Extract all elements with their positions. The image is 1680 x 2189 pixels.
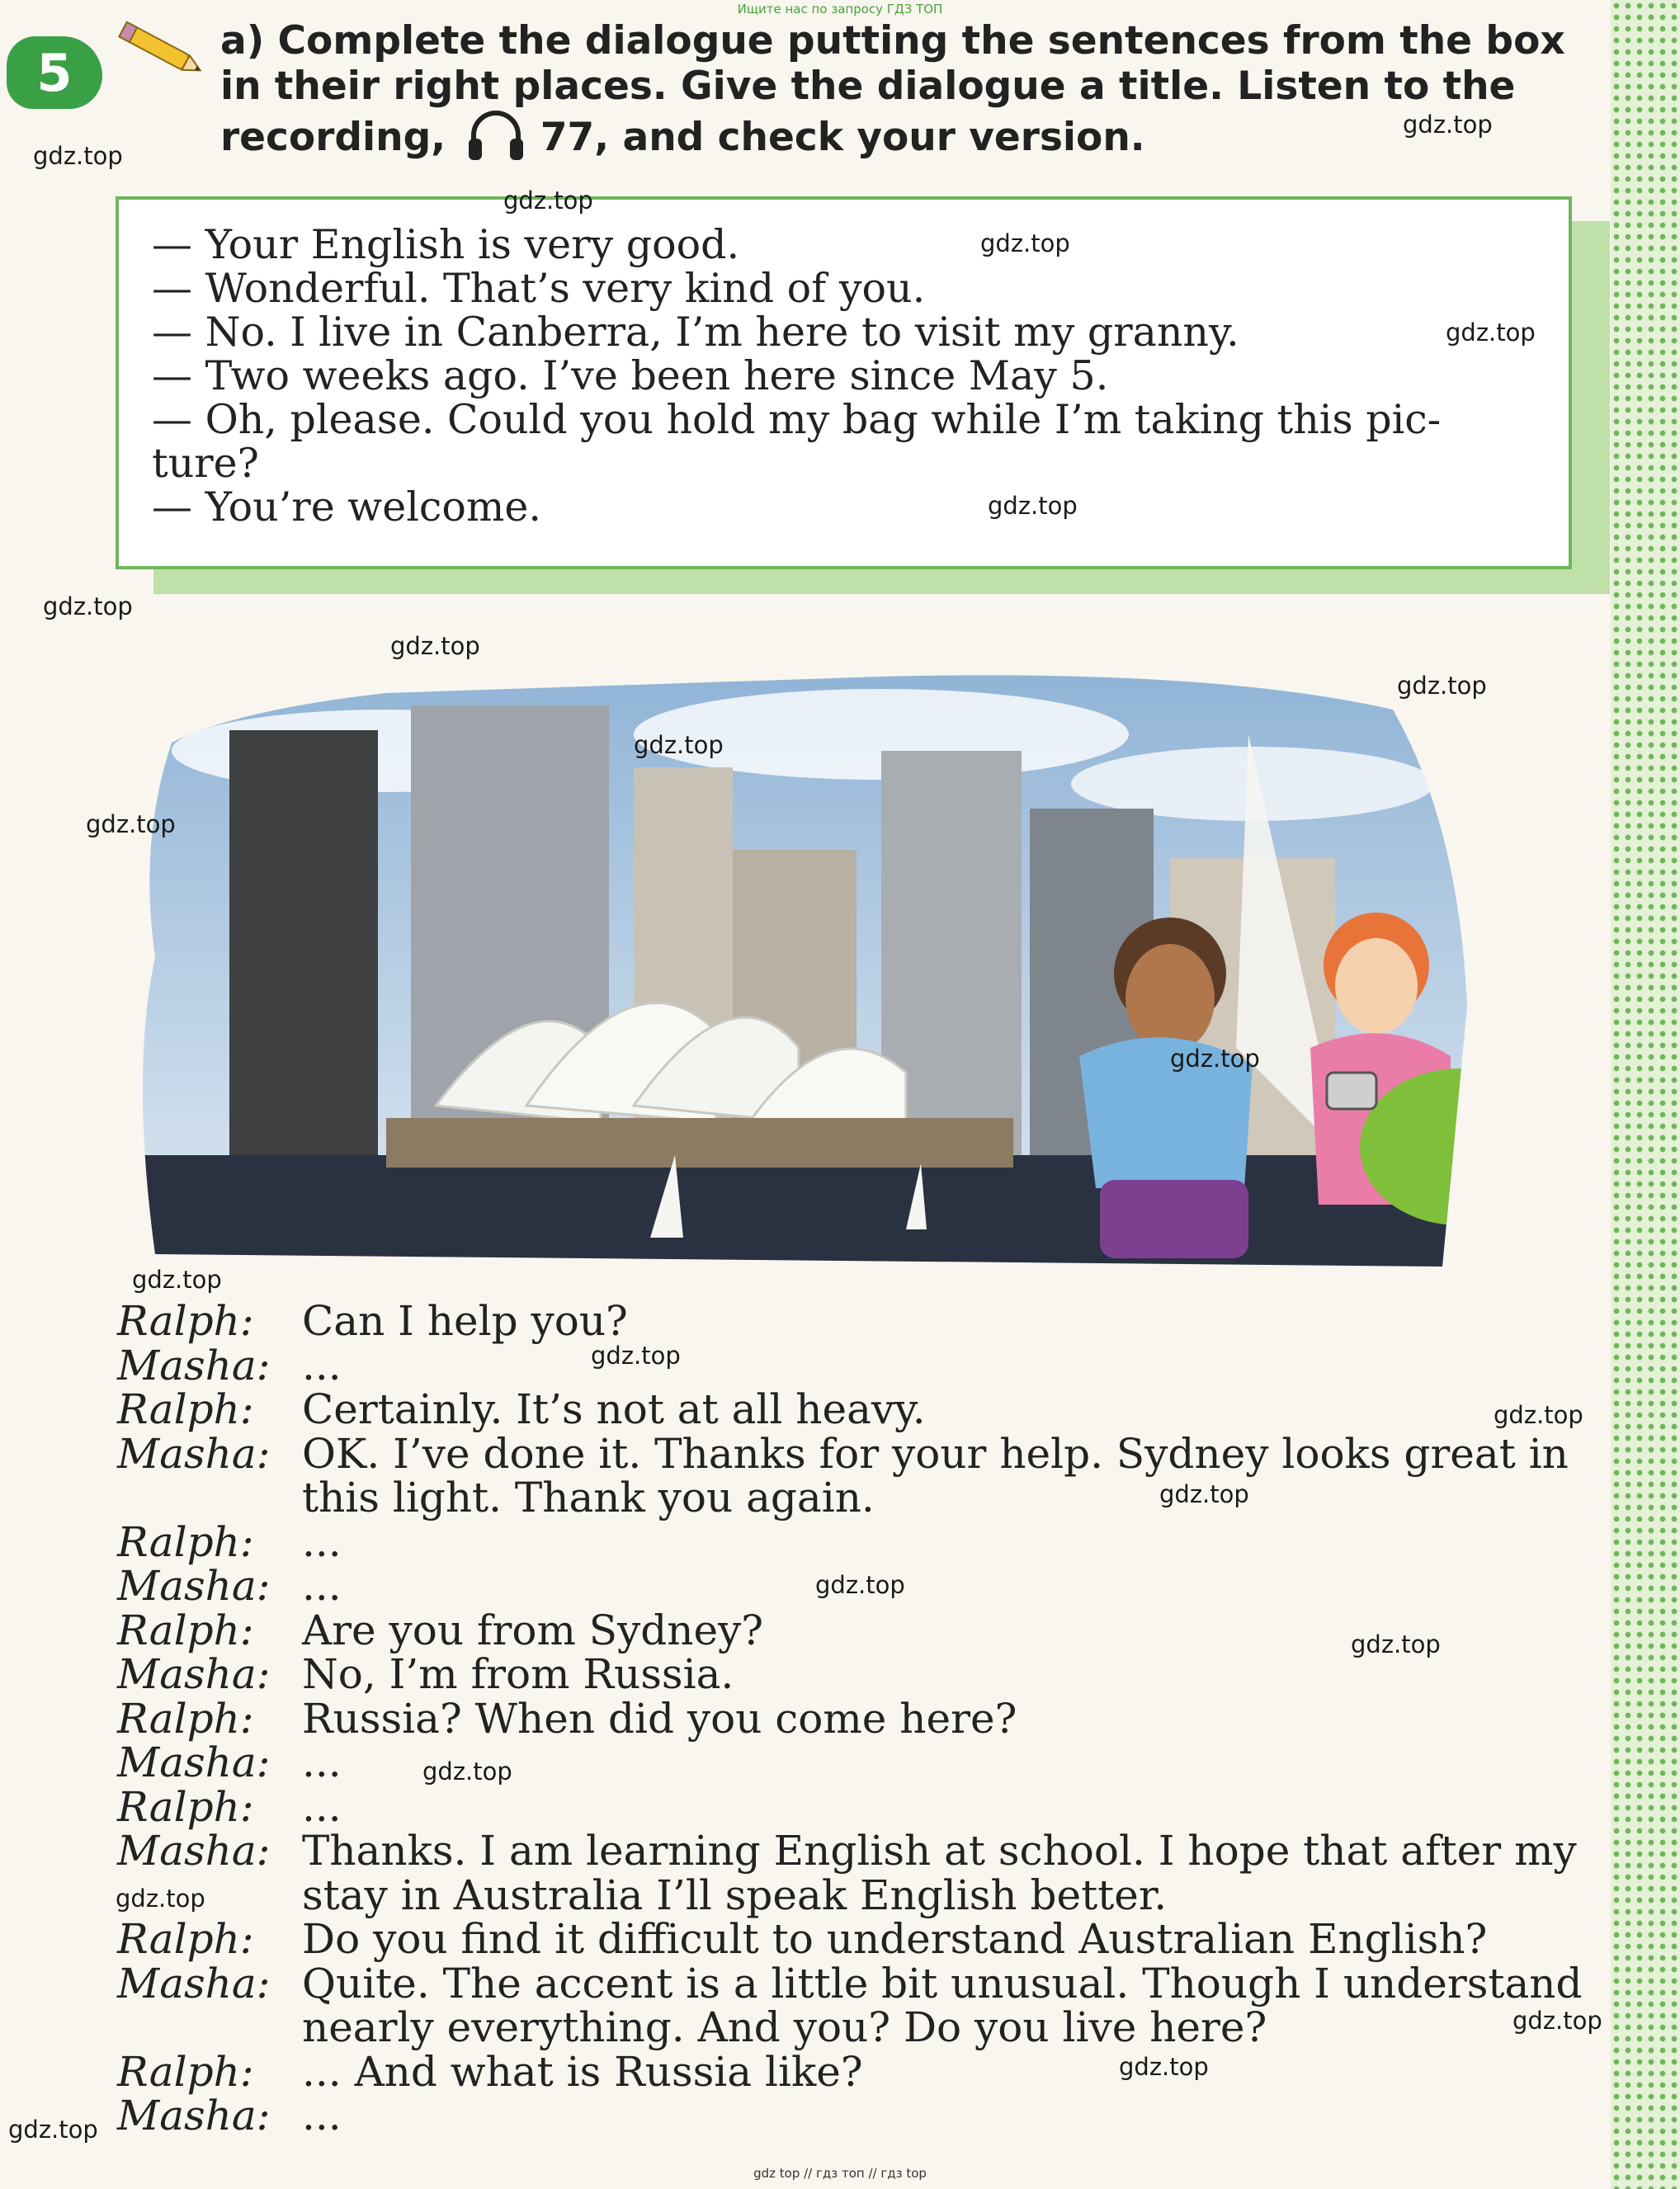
speaker-name: Masha: [117, 1429, 271, 1478]
speaker-name: Masha: [117, 1341, 271, 1389]
watermark: gdz.top [1170, 1045, 1260, 1073]
watermark: gdz.top [1159, 1480, 1249, 1508]
box-sentence: — Your English is very good. [152, 221, 740, 268]
dialogue-row [117, 1297, 1619, 1345]
watermark: gdz.top [980, 229, 1070, 257]
header-note: Ищите нас по запросу ГДЗ ТОП [737, 2, 943, 17]
watermark: gdz.top [1403, 111, 1493, 139]
speaker-name: Masha: [117, 1562, 271, 1610]
dialogue-line: ... [302, 2092, 342, 2139]
watermark: gdz.top [116, 1885, 205, 1913]
dialogue-line: ... [302, 1562, 342, 1610]
dialogue-row [117, 1385, 1619, 1433]
dialogue-line: OK. I’ve done it. Thanks for your help. Sydney looks great in this light. Thank you again. [302, 1429, 1569, 1521]
watermark: gdz.top [1119, 2053, 1209, 2081]
speaker-name: Ralph: [117, 1517, 254, 1566]
watermark: gdz.top [132, 1266, 222, 1294]
sentences-box [116, 196, 1572, 569]
speaker-name: Ralph: [117, 1694, 254, 1743]
exercise-number: 5 [36, 42, 73, 103]
exercise-instructions [220, 18, 1607, 162]
watermark: gdz.top [390, 632, 480, 660]
footer-note: gdz top // гдз топ // гдз top [753, 2166, 927, 2181]
speaker-name: Masha: [117, 1650, 271, 1698]
instruction-text: a) Complete the dialogue putting the sentences from the box in their right places. Give the dialogue a title. Listen to the recording, [220, 18, 1565, 160]
watermark: gdz.top [815, 1571, 905, 1599]
watermark: gdz.top [8, 2116, 98, 2144]
dialogue-row [117, 1738, 1619, 1786]
sydney-illustration [139, 660, 1574, 1267]
speaker-name: Ralph: [117, 1385, 254, 1433]
watermark: gdz.top [591, 1342, 681, 1370]
exercise-number-badge [7, 36, 102, 109]
dialogue-row [117, 1915, 1619, 1963]
box-sentence: — Two weeks ago. I’ve been here since May 5. [152, 352, 1109, 399]
dialogue-row [117, 1959, 1619, 2051]
dotted-margin [1611, 0, 1680, 2189]
dialogue-line: ... [302, 1782, 342, 1831]
watermark: gdz.top [1351, 1630, 1441, 1658]
dialogue-line: Thanks. I am learning English at school. I hope that after my stay in Australia I’ll speak English better. [302, 1827, 1577, 1919]
box-sentence: — No. I live in Canberra, I’m here to visit my granny. [152, 309, 1239, 356]
dialogue-row [117, 1782, 1619, 1831]
speaker-name: Masha: [117, 1959, 271, 2007]
headphones-icon [467, 109, 525, 162]
dialogue-row [117, 2047, 1619, 2096]
dialogue-line: Can I help you? [302, 1297, 628, 1345]
dialogue-row [117, 1694, 1619, 1743]
speaker-name: Ralph: [117, 1915, 254, 1963]
watermark: gdz.top [1512, 2007, 1602, 2035]
speaker-name: Masha: [117, 1738, 271, 1786]
dialogue-line: ... [302, 1738, 342, 1786]
watermark: gdz.top [634, 731, 724, 759]
box-sentence: — Oh, please. Could you hold my bag while I’m taking this pic- [152, 396, 1442, 443]
watermark: gdz.top [1446, 318, 1536, 347]
dialogue-row [117, 1341, 1619, 1389]
watermark: gdz.top [422, 1757, 512, 1786]
dialogue-line: ... And what is Russia like? [302, 2047, 863, 2096]
speaker-name: Ralph: [117, 1606, 254, 1654]
watermark: gdz.top [1397, 672, 1487, 700]
instruction-track: 77, and check your version. [540, 115, 1145, 160]
dialogue [117, 1297, 1619, 2139]
watermark: gdz.top [86, 810, 176, 838]
dialogue-line: No, I’m from Russia. [302, 1650, 734, 1698]
speaker-name: Masha: [117, 2092, 271, 2139]
dialogue-line: Quite. The accent is a little bit unusual. Though I understand nearly everything. And you? Do you live here? [302, 1959, 1583, 2051]
dialogue-line: Certainly. It’s not at all heavy. [302, 1385, 926, 1433]
dialogue-row [117, 1650, 1619, 1698]
dialogue-line: Are you from Sydney? [302, 1606, 764, 1654]
speaker-name: Ralph: [117, 2047, 254, 2096]
watermark: gdz.top [988, 492, 1078, 520]
watermark: gdz.top [43, 592, 133, 620]
dialogue-row [117, 1829, 1619, 1918]
box-sentence: ture? [152, 440, 259, 487]
speaker-name: Masha: [117, 1827, 271, 1875]
dialogue-line: ... [302, 1517, 342, 1566]
watermark: gdz.top [503, 186, 593, 215]
watermark: gdz.top [1494, 1401, 1583, 1429]
dialogue-row [117, 1429, 1619, 1521]
speaker-name: Ralph: [117, 1297, 254, 1345]
speaker-name: Ralph: [117, 1782, 254, 1831]
dialogue-line: Russia? When did you come here? [302, 1694, 1017, 1743]
pencil-icon [111, 17, 210, 83]
watermark: gdz.top [33, 142, 123, 170]
dialogue-line: Do you find it difficult to understand Australian English? [302, 1915, 1488, 1963]
dialogue-row [117, 2094, 1619, 2139]
box-sentence: — Wonderful. That’s very kind of you. [152, 265, 926, 312]
dialogue-row [117, 1517, 1619, 1566]
dialogue-line: ... [302, 1341, 342, 1389]
box-sentence: — You’re welcome. [152, 484, 541, 531]
